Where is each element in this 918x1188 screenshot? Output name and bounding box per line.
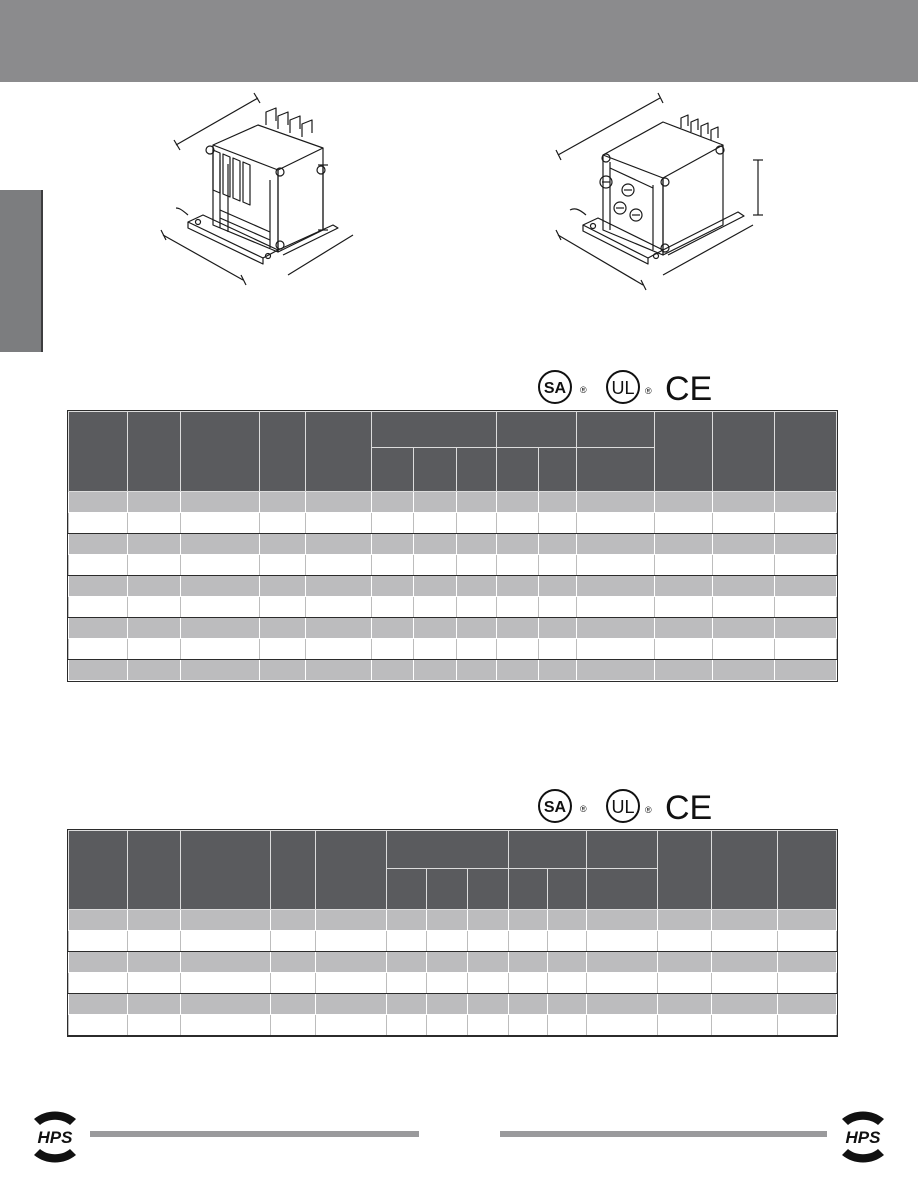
table-cell	[775, 492, 837, 513]
table-cell	[655, 618, 713, 639]
table-cell	[577, 639, 655, 660]
table-cell	[468, 910, 509, 931]
table-cell	[306, 492, 372, 513]
table-cell	[712, 931, 778, 952]
spec-table-1	[68, 411, 837, 681]
table-cell	[548, 910, 587, 931]
table-cell	[457, 513, 497, 534]
table-cell	[387, 952, 427, 973]
header-cell	[306, 412, 372, 492]
table-cell	[306, 618, 372, 639]
table-cell	[655, 660, 713, 681]
table-cell	[387, 1015, 427, 1036]
table-cell	[713, 639, 775, 660]
svg-text:CE: CE	[665, 789, 713, 827]
table-cell	[539, 597, 577, 618]
table-cell	[778, 973, 837, 994]
table-cell	[69, 513, 128, 534]
table-cell	[181, 931, 271, 952]
table-cell	[427, 994, 468, 1015]
table-cell	[306, 534, 372, 555]
logo-text: HPS	[37, 1128, 73, 1147]
table-cell	[457, 618, 497, 639]
table-cell	[539, 513, 577, 534]
table-cell	[414, 618, 457, 639]
table-cell	[427, 952, 468, 973]
table-cell	[69, 618, 128, 639]
table-cell	[539, 534, 577, 555]
table-cell	[468, 931, 509, 952]
table-cell	[457, 639, 497, 660]
table-cell	[655, 576, 713, 597]
table-cell	[128, 513, 181, 534]
header-group-cell	[372, 412, 497, 448]
table-cell	[128, 910, 181, 931]
table-row	[69, 639, 837, 660]
table-cell	[69, 994, 128, 1015]
table-row	[69, 513, 837, 534]
table-cell	[387, 973, 427, 994]
subheader-cell	[414, 448, 457, 492]
table-cell	[181, 618, 260, 639]
table-cell	[427, 1015, 468, 1036]
table-cell	[497, 660, 539, 681]
table-cell	[712, 952, 778, 973]
table-cell	[316, 994, 387, 1015]
table-cell	[713, 555, 775, 576]
certification-marks	[525, 366, 725, 408]
table-cell	[181, 1015, 271, 1036]
table-cell	[713, 597, 775, 618]
table-cell	[427, 910, 468, 931]
table-cell	[457, 534, 497, 555]
table-cell	[577, 618, 655, 639]
table-cell	[655, 555, 713, 576]
table-2-body	[69, 910, 837, 1036]
table-cell	[372, 618, 414, 639]
table-cell	[577, 555, 655, 576]
header-cell	[712, 831, 778, 910]
svg-text:UL: UL	[611, 378, 635, 398]
subheader-cell	[468, 869, 509, 910]
table-cell	[372, 492, 414, 513]
header-cell	[181, 831, 271, 910]
table-cell	[128, 576, 181, 597]
table-cell	[260, 555, 306, 576]
table-cell	[414, 660, 457, 681]
table-cell	[775, 534, 837, 555]
table-cell	[372, 639, 414, 660]
table-cell	[713, 660, 775, 681]
table-cell	[548, 973, 587, 994]
table-cell	[587, 910, 658, 931]
table-cell	[414, 597, 457, 618]
table-cell	[372, 660, 414, 681]
table-cell	[457, 660, 497, 681]
header-group-cell	[509, 831, 587, 869]
subheader-cell	[372, 448, 414, 492]
table-row	[69, 910, 837, 931]
table-cell	[69, 555, 128, 576]
table-cell	[306, 576, 372, 597]
csa-mark-icon	[539, 371, 587, 403]
table-cell	[577, 492, 655, 513]
table-cell	[128, 931, 181, 952]
table-cell	[468, 973, 509, 994]
table-cell	[181, 597, 260, 618]
table-cell	[655, 597, 713, 618]
table-cell	[387, 931, 427, 952]
table-cell	[69, 639, 128, 660]
spec-table-2	[68, 830, 837, 1036]
table-header-row	[69, 412, 837, 448]
ce-mark-icon	[665, 370, 712, 408]
table-cell	[577, 534, 655, 555]
table-cell	[181, 910, 271, 931]
table-cell	[69, 492, 128, 513]
table-cell	[712, 910, 778, 931]
table-cell	[181, 639, 260, 660]
table-cell	[539, 618, 577, 639]
table-cell	[577, 513, 655, 534]
table-cell	[587, 994, 658, 1015]
table-cell	[427, 973, 468, 994]
table-row	[69, 994, 837, 1015]
table-cell	[128, 639, 181, 660]
table-cell	[69, 534, 128, 555]
table-cell	[181, 994, 271, 1015]
table-cell	[712, 994, 778, 1015]
side-section-tab	[0, 190, 41, 352]
table-cell	[468, 994, 509, 1015]
table-1-body	[69, 492, 837, 681]
table-cell	[260, 513, 306, 534]
ce-mark-icon	[665, 789, 712, 827]
table-cell	[260, 660, 306, 681]
table-cell	[497, 618, 539, 639]
table-cell	[509, 931, 548, 952]
table-row	[69, 534, 837, 555]
table-cell	[181, 555, 260, 576]
table-cell	[539, 660, 577, 681]
table-cell	[775, 513, 837, 534]
table-row	[69, 1015, 837, 1036]
hps-logo-icon	[20, 1107, 90, 1167]
table-row	[69, 952, 837, 973]
table-cell	[548, 994, 587, 1015]
table-cell	[69, 660, 128, 681]
table-row	[69, 597, 837, 618]
table-cell	[260, 618, 306, 639]
subheader-cell	[497, 448, 539, 492]
table-cell	[306, 555, 372, 576]
table-cell	[509, 994, 548, 1015]
registered-mark: ®	[580, 385, 587, 395]
table-cell	[260, 639, 306, 660]
ul-mark-icon	[607, 371, 652, 403]
table-cell	[271, 1015, 316, 1036]
table-cell	[457, 597, 497, 618]
table-cell	[497, 492, 539, 513]
table-cell	[271, 952, 316, 973]
table-cell	[577, 597, 655, 618]
transformer-with-screw-terminal-block-drawing	[548, 90, 780, 295]
table-cell	[497, 576, 539, 597]
header-cell	[713, 412, 775, 492]
table-cell	[128, 660, 181, 681]
table-cell	[260, 597, 306, 618]
table-cell	[539, 492, 577, 513]
table-cell	[69, 973, 128, 994]
header-group-cell	[587, 831, 658, 869]
table-cell	[457, 555, 497, 576]
subheader-cell	[457, 448, 497, 492]
table-cell	[372, 597, 414, 618]
table-cell	[509, 910, 548, 931]
header-cell	[316, 831, 387, 910]
table-cell	[181, 952, 271, 973]
table-cell	[372, 576, 414, 597]
table-cell	[457, 492, 497, 513]
footer-rule-left	[90, 1131, 419, 1137]
table-row	[69, 973, 837, 994]
table-cell	[539, 576, 577, 597]
table-cell	[260, 576, 306, 597]
table-cell	[306, 597, 372, 618]
subheader-cell	[548, 869, 587, 910]
table-cell	[713, 513, 775, 534]
table-cell	[69, 597, 128, 618]
table-cell	[655, 534, 713, 555]
subheader-cell	[427, 869, 468, 910]
header-cell	[69, 831, 128, 910]
header-group-cell	[387, 831, 509, 869]
table-cell	[128, 973, 181, 994]
open-style-transformer-with-terminal-strip-drawing	[158, 90, 368, 290]
table-cell	[414, 555, 457, 576]
table-cell	[69, 931, 128, 952]
table-row	[69, 660, 837, 681]
table-cell	[658, 952, 712, 973]
table-cell	[271, 973, 316, 994]
table-cell	[539, 555, 577, 576]
table-cell	[181, 660, 260, 681]
table-cell	[181, 973, 271, 994]
svg-text:UL: UL	[611, 797, 635, 817]
table-cell	[713, 576, 775, 597]
header-cell	[128, 412, 181, 492]
certification-marks	[525, 785, 725, 827]
table-cell	[497, 639, 539, 660]
table-cell	[316, 973, 387, 994]
header-cell	[778, 831, 837, 910]
header-cell	[260, 412, 306, 492]
table-cell	[497, 555, 539, 576]
table-cell	[181, 576, 260, 597]
logo-text: HPS	[845, 1128, 881, 1147]
table-row	[69, 931, 837, 952]
header-cell	[271, 831, 316, 910]
table-cell	[414, 576, 457, 597]
table-cell	[548, 931, 587, 952]
ul-mark-icon	[607, 790, 652, 822]
table-row	[69, 618, 837, 639]
table-cell	[775, 618, 837, 639]
table-cell	[69, 952, 128, 973]
table-cell	[712, 973, 778, 994]
table-cell	[306, 513, 372, 534]
side-tab-edge	[41, 190, 43, 352]
table-cell	[713, 534, 775, 555]
table-cell	[778, 952, 837, 973]
table-cell	[775, 597, 837, 618]
table-cell	[775, 660, 837, 681]
table-cell	[658, 1015, 712, 1036]
subheader-cell	[387, 869, 427, 910]
table-cell	[387, 994, 427, 1015]
subheader-cell	[509, 869, 548, 910]
table-cell	[658, 973, 712, 994]
registered-mark: ®	[580, 804, 587, 814]
table-cell	[372, 555, 414, 576]
table-cell	[316, 910, 387, 931]
table-cell	[128, 994, 181, 1015]
table-cell	[69, 1015, 128, 1036]
footer-rule-right	[500, 1131, 827, 1137]
table-cell	[658, 994, 712, 1015]
header-cell	[775, 412, 837, 492]
header-group-cell	[577, 412, 655, 448]
table-cell	[387, 910, 427, 931]
table-cell	[181, 513, 260, 534]
svg-text:SA: SA	[543, 799, 567, 816]
table-cell	[587, 1015, 658, 1036]
table-cell	[497, 597, 539, 618]
table-cell	[587, 973, 658, 994]
table-cell	[778, 931, 837, 952]
table-cell	[468, 952, 509, 973]
hps-logo-icon	[828, 1107, 898, 1167]
header-cell	[658, 831, 712, 910]
table-cell	[509, 973, 548, 994]
table-cell	[414, 534, 457, 555]
header-cell	[655, 412, 713, 492]
table-cell	[271, 910, 316, 931]
table-header-row	[69, 831, 837, 869]
table-cell	[658, 910, 712, 931]
table-cell	[128, 492, 181, 513]
table-cell	[372, 534, 414, 555]
table-cell	[497, 534, 539, 555]
table-cell	[316, 952, 387, 973]
table-cell	[427, 931, 468, 952]
subheader-cell	[539, 448, 577, 492]
header-cell	[128, 831, 181, 910]
header-group-cell	[497, 412, 577, 448]
table-cell	[775, 555, 837, 576]
csa-mark-icon	[539, 790, 587, 822]
table-cell	[655, 492, 713, 513]
table-cell	[128, 1015, 181, 1036]
registered-mark: ®	[645, 805, 652, 815]
table-row	[69, 492, 837, 513]
table-cell	[468, 1015, 509, 1036]
subheader-cell	[577, 448, 655, 492]
svg-text:SA: SA	[543, 380, 567, 397]
table-cell	[577, 576, 655, 597]
table-cell	[414, 513, 457, 534]
svg-text:CE: CE	[665, 370, 713, 408]
table-cell	[509, 1015, 548, 1036]
table-cell	[69, 910, 128, 931]
table-cell	[128, 952, 181, 973]
table-cell	[655, 513, 713, 534]
table-row	[69, 555, 837, 576]
table-cell	[713, 618, 775, 639]
table-cell	[128, 555, 181, 576]
registered-mark: ®	[645, 386, 652, 396]
table-cell	[271, 994, 316, 1015]
table-cell	[775, 576, 837, 597]
table-row	[69, 576, 837, 597]
table-cell	[587, 931, 658, 952]
table-cell	[497, 513, 539, 534]
table-cell	[548, 952, 587, 973]
table-cell	[128, 534, 181, 555]
table-cell	[655, 639, 713, 660]
table-cell	[181, 534, 260, 555]
table-cell	[306, 639, 372, 660]
table-cell	[128, 597, 181, 618]
table-cell	[260, 492, 306, 513]
subheader-cell	[587, 869, 658, 910]
table-cell	[539, 639, 577, 660]
table-cell	[548, 1015, 587, 1036]
table-cell	[69, 576, 128, 597]
header-cell	[181, 412, 260, 492]
table-cell	[778, 994, 837, 1015]
table-cell	[457, 576, 497, 597]
table-cell	[128, 618, 181, 639]
header-cell	[69, 412, 128, 492]
table-cell	[372, 513, 414, 534]
table-cell	[414, 639, 457, 660]
table-cell	[260, 534, 306, 555]
table-cell	[712, 1015, 778, 1036]
table-cell	[778, 910, 837, 931]
table-cell	[509, 952, 548, 973]
table-cell	[778, 1015, 837, 1036]
table-cell	[271, 931, 316, 952]
table-cell	[316, 931, 387, 952]
table-cell	[306, 660, 372, 681]
header-band	[0, 0, 918, 82]
table-cell	[577, 660, 655, 681]
table-cell	[316, 1015, 387, 1036]
table-cell	[658, 931, 712, 952]
table-cell	[414, 492, 457, 513]
table-cell	[587, 952, 658, 973]
table-cell	[775, 639, 837, 660]
table-cell	[181, 492, 260, 513]
table-cell	[713, 492, 775, 513]
